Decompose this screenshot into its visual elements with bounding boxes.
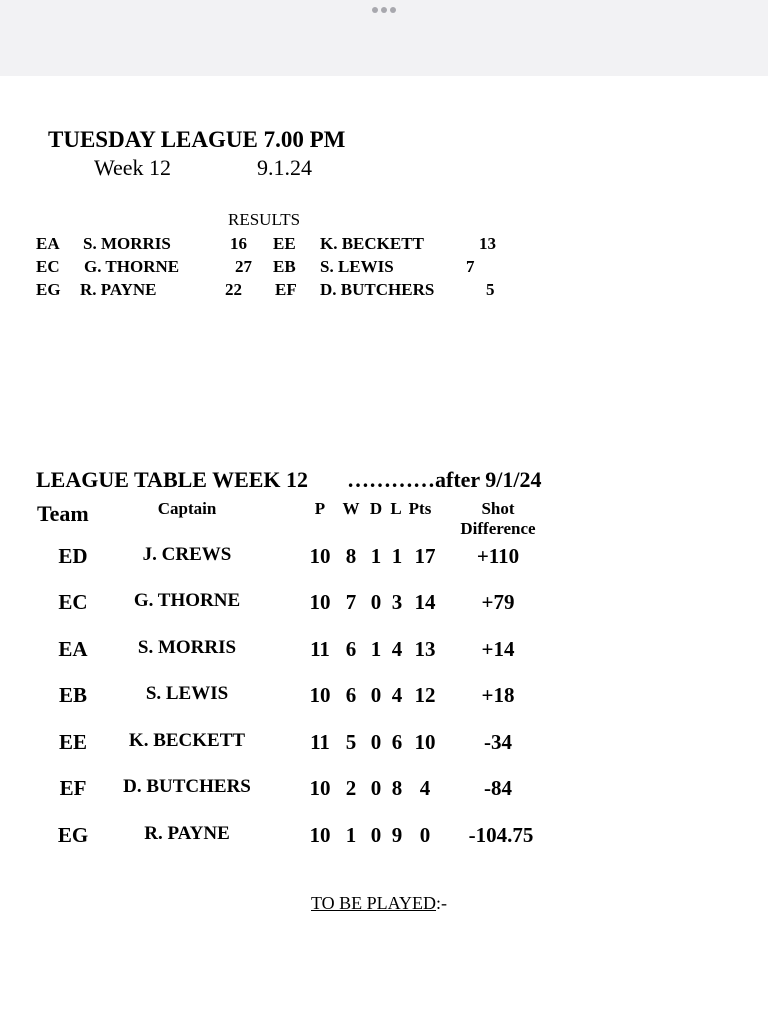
lost: 3 — [391, 590, 403, 614]
league-table-title: LEAGUE TABLE WEEK 12 — [36, 467, 309, 492]
team-code: ED — [58, 544, 88, 568]
header-difference: Difference — [460, 519, 536, 538]
header-team: Team — [37, 501, 89, 526]
shot-difference: -104.75 — [468, 823, 534, 847]
more-options-icon[interactable] — [372, 6, 396, 14]
to-be-played-heading — [311, 894, 447, 912]
lost: 4 — [391, 637, 403, 661]
header-lost: L — [390, 499, 402, 518]
team-code: EC — [58, 590, 88, 614]
header-shot: Shot — [481, 499, 515, 518]
captain-name: S. LEWIS — [145, 683, 229, 704]
points: 14 — [414, 590, 436, 614]
drawn: 0 — [370, 590, 382, 614]
week-label: Week 12 — [94, 155, 172, 180]
won: 6 — [345, 683, 357, 707]
shot-difference: +14 — [481, 637, 515, 661]
captain-name: D. BUTCHERS — [123, 776, 251, 797]
away-team: EF — [275, 280, 297, 299]
document-toolbar — [0, 0, 768, 76]
away-player: S. LEWIS — [320, 257, 394, 276]
team-code: EB — [58, 683, 88, 707]
drawn: 0 — [370, 683, 382, 707]
header-drawn: D — [369, 499, 383, 518]
drawn: 1 — [370, 637, 382, 661]
drawn: 0 — [370, 823, 382, 847]
dot — [390, 7, 396, 13]
dot — [372, 7, 378, 13]
shot-difference: +110 — [476, 544, 520, 568]
points: 17 — [414, 544, 436, 568]
home-score: 27 — [235, 257, 252, 276]
drawn: 1 — [370, 544, 382, 568]
away-team: EE — [273, 234, 296, 253]
header-points: Pts — [408, 499, 432, 518]
home-player: S. MORRIS — [83, 234, 171, 253]
lost: 9 — [391, 823, 403, 847]
header-played: P — [314, 499, 326, 518]
home-player: R. PAYNE — [80, 280, 157, 299]
shot-difference: -34 — [484, 730, 512, 754]
page-title: TUESDAY LEAGUE 7.00 PM — [48, 127, 346, 152]
drawn: 0 — [370, 730, 382, 754]
date-label: 9.1.24 — [257, 155, 312, 180]
played: 10 — [309, 590, 331, 614]
played: 11 — [310, 637, 330, 661]
home-player: G. THORNE — [84, 257, 180, 276]
lost: 6 — [391, 730, 403, 754]
points: 10 — [414, 730, 436, 754]
points: 12 — [414, 683, 436, 707]
played: 10 — [309, 544, 331, 568]
won: 5 — [345, 730, 357, 754]
played: 10 — [309, 776, 331, 800]
home-team: EC — [36, 257, 60, 276]
drawn: 0 — [370, 776, 382, 800]
played: 10 — [309, 683, 331, 707]
home-team: EA — [36, 234, 60, 253]
team-code: EE — [58, 730, 88, 754]
away-score: 7 — [466, 257, 475, 276]
points: 0 — [419, 823, 431, 847]
header-won: W — [342, 499, 360, 518]
to-be-played-suffix: :- — [436, 893, 448, 913]
shot-difference: +18 — [481, 683, 515, 707]
away-score: 13 — [479, 234, 496, 253]
away-player: K. BECKETT — [320, 234, 424, 253]
results-heading: RESULTS — [228, 210, 301, 229]
home-score: 16 — [230, 234, 247, 253]
captain-name: J. CREWS — [142, 544, 232, 565]
captain-name: R. PAYNE — [144, 823, 230, 844]
won: 1 — [345, 823, 357, 847]
away-player: D. BUTCHERS — [320, 280, 435, 299]
captain-name: G. THORNE — [133, 590, 241, 611]
away-score: 5 — [486, 280, 495, 299]
home-score: 22 — [225, 280, 242, 299]
to-be-played-label: TO BE PLAYED — [311, 893, 437, 913]
home-team: EG — [36, 280, 61, 299]
league-table-after: …………after 9/1/24 — [347, 467, 542, 492]
won: 8 — [345, 544, 357, 568]
captain-name: S. MORRIS — [137, 637, 237, 658]
played: 10 — [309, 823, 331, 847]
won: 6 — [345, 637, 357, 661]
shot-difference: +79 — [481, 590, 515, 614]
won: 2 — [345, 776, 357, 800]
lost: 1 — [391, 544, 403, 568]
lost: 4 — [391, 683, 403, 707]
team-code: EA — [58, 637, 88, 661]
shot-difference: -84 — [484, 776, 512, 800]
team-code: EF — [59, 776, 87, 800]
lost: 8 — [391, 776, 403, 800]
played: 11 — [310, 730, 330, 754]
won: 7 — [345, 590, 357, 614]
team-code: EG — [57, 823, 89, 847]
points: 4 — [419, 776, 431, 800]
away-team: EB — [273, 257, 296, 276]
dot — [381, 7, 387, 13]
points: 13 — [414, 637, 436, 661]
header-captain: Captain — [157, 499, 217, 518]
captain-name: K. BECKETT — [128, 730, 246, 751]
